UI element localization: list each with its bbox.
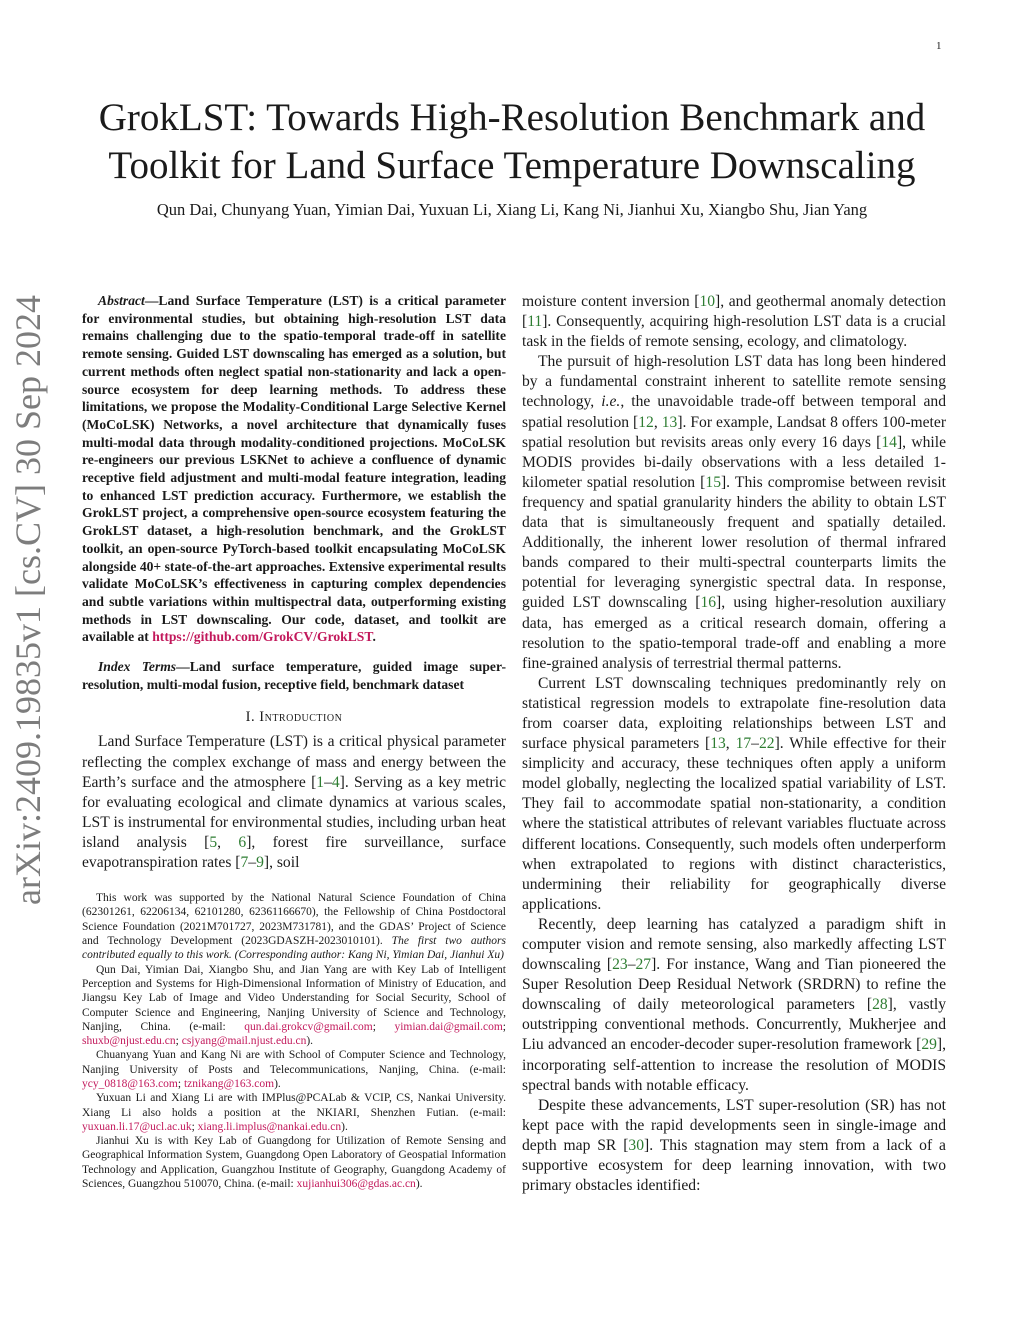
citation[interactable]: 10 bbox=[699, 293, 716, 310]
email-link[interactable]: yimian.dai@gmail.com bbox=[394, 1020, 503, 1033]
abstract-text: —Land Surface Temperature (LST) is a critical parameter for environmental studies, but obtaining high-resolution LST data remains challenging due to the spatio-temporal trade-off in satellite remote sensing. Guided LST downscaling has emerged as a solution, but current methods often neglect spatial non-stationarity and lack a open-source ecosystem for deep learning methods. To address these limitations, we propose the Modality-Conditional Large Selective Kernel (MoCoLSK) Networks, a novel architecture that dynamically fuses multi-modal data through modality-conditioned projections. MoCoLSK re-engineers our previous LSKNet to achieve a confluence of dynamic receptive field adjustment and multi-modal feature integration, leading to enhanced LST prediction accuracy. Furthermore, we establish the GrokLST project, a comprehensive open-source ecosystem featuring the GrokLST dataset, a high-resolution benchmark, and the GrokLST toolkit, an open-source PyTorch-based toolkit encapsulating MoCoLSK alongside 40+ state-of-the-art approaches. Extensive experimental results validate MoCoLSK’s effectiveness in capturing complex dependencies and subtle variations within multispectral data, outperforming existing methods in LST downscaling. Our code, dataset, and toolkit are available at bbox=[82, 293, 506, 645]
citation[interactable]: 11 bbox=[527, 313, 543, 331]
citation[interactable]: 7 bbox=[240, 854, 249, 872]
citation[interactable]: 28 bbox=[872, 996, 888, 1014]
index-terms-label: Index Terms bbox=[98, 659, 177, 675]
citation[interactable]: 1 bbox=[316, 773, 325, 791]
footnote-affiliation-1: Qun Dai, Yimian Dai, Xiangbo Shu, and Jian Yang are with Key Lab of Intelligent Perception and Systems for High-Dimensional Information of Ministry of Education, and Jiangsu Key Lab of Image and Video Understanding for Social Security, School of Computer Science and Engineering, Nanjing University of Science and Technology, Nanjing, China. (e-mail: qun.dai.grokcv@gmail.com; yimian.dai@gmail.com; shuxb@njust.edu.cn; csjyang@mail.njust.edu.cn). bbox=[82, 963, 506, 1048]
footnote-affiliation-3: Yuxuan Li and Xiang Li are with IMPlus@PCALab & VCIP, CS, Nankai University. Xiang Li also holds a position at the NKIARI, Shenzhen Futian. (e-mail: yuxuan.li.17@ucl.ac.uk; xiang.li.implus@nankai.edu.cn). bbox=[82, 1092, 506, 1133]
footnotes bbox=[82, 891, 506, 1191]
footnote-affiliation-2: Chuanyang Yuan and Kang Ni are with School of Computer Science and Technology, Nanjing University of Posts and Telecommunications, Nanjing, China. (e-mail: ycy_0818@163.com; tznikang@163.com). bbox=[82, 1049, 506, 1090]
email-link[interactable]: tznikang@163.com bbox=[183, 1077, 275, 1090]
abstract-label: Abstract bbox=[98, 293, 145, 308]
citation[interactable]: 9 bbox=[256, 854, 264, 872]
intro-left-text bbox=[82, 732, 506, 873]
right-column bbox=[522, 292, 946, 1196]
abstract: Abstract—Land Surface Temperature (LST) is a critical parameter for environmental studies, but obtaining high-resolution LST data remains challenging due to the spatio-temporal trade-off in satellite remote sensing. Guided LST downscaling has emerged as a solution, but current methods often neglect spatial non-stationarity and lack a open-source ecosystem for deep learning methods. To address these limitations, we propose the Modality-Conditional Large Selective Kernel (MoCoLSK) Networks, a novel architecture that dynamically fuses multi-modal data through modality-conditioned projections. MoCoLSK re-engineers our previous LSKNet to achieve a confluence of dynamic receptive field adjustment and multi-modal feature integration, leading to enhanced LST prediction accuracy. Furthermore, we establish the GrokLST project, a comprehensive open-source ecosystem featuring the GrokLST dataset, a high-resolution benchmark, and the GrokLST toolkit, an open-source PyTorch-based toolkit encapsulating MoCoLSK alongside 40+ state-of-the-art approaches. Extensive experimental results validate MoCoLSK’s effectiveness in capturing complex dependencies and subtle variations within multispectral data, outperforming existing methods in LST downscaling. Our code, dataset, and toolkit are available at https://github.com/GrokCV/GrokLST. bbox=[82, 293, 506, 645]
intro-paragraph-2: The pursuit of high-resolution LST data has long been hindered by a fundamental constraint inherent to satellite remote sensing technology, i.e., the unavoidable trade-off between temporal and spatial resolution [12, 13]. For example, Landsat 8 offers 100-meter spatial resolution but revisits areas only every 16 days [14], while MODIS provides bi-daily observations with a less detailed 1-kilometer spatial resolution [15]. This compromise between revisit frequency and spatial granularity hinders the ability to obtain LST data that is simultaneously frequent and spatially detailed. Additionally, the inherent lower resolution of thermal infrared bands compared to their multi-spectral counterparts limits the potential for leveraging synergistic spectral data. In response, guided LST downscaling [16], using higher-resolution auxiliary data, has emerged as a critical research domain, offering a resolution to the spatio-temporal trade-off and enabling a more fine-grained analysis of terrestrial thermal patterns. bbox=[522, 353, 947, 672]
citation[interactable]: 13 bbox=[661, 413, 678, 431]
citation[interactable]: 17 bbox=[735, 735, 752, 753]
section-heading: I. Introduction bbox=[245, 709, 343, 726]
email-link[interactable]: yuxuan.li.17@ucl.ac.uk bbox=[82, 1120, 192, 1133]
footnote-affiliation-4: Jianhui Xu is with Key Lab of Guangdong for Utilization of Remote Sensing and Geographical Information System, Guangdong Open Laboratory of Geospatial Information Technology and Application, Guangzhou Institute of Geography, Guangdong Academy of Sciences, Guangzhou 510070, China. (e-mail: xujianhui306@gdas.ac.cn). bbox=[82, 1135, 506, 1191]
email-link[interactable]: xujianhui306@gdas.ac.cn bbox=[296, 1178, 416, 1191]
intro-paragraph-1-cont: moisture content inversion [10], and geothermal anomaly detection [11]. Consequently, acquiring high-resolution LST data is a crucial task in the fields of remote sensing, ecology, and climatology. bbox=[522, 293, 946, 351]
email-link[interactable]: xiang.li.implus@nankai.edu.cn bbox=[197, 1120, 342, 1133]
citation[interactable]: 12 bbox=[638, 413, 654, 431]
citation[interactable]: 6 bbox=[238, 833, 247, 851]
intro-paragraph-5: Despite these advancements, LST super-resolution (SR) has not kept pace with the rapid developments seen in single-image and depth map SR [30]. This stagnation may stem from a lack of a supportive ecosystem for deep learning innovation, with two primary obstacles identified: bbox=[522, 1096, 946, 1195]
intro-paragraph-1: Land Surface Temperature (LST) is a critical physical parameter reflecting the complex exchange of mass and energy between the Earth’s surface and the atmosphere [1–4]. Serving as a key metric for evaluating ecological and climate dynamics at various scales, LST is instrumental for environmental studies, including urban heat island analysis [5, 6], forest fire surveillance, surface evapotranspiration rates [7–9], soil bbox=[82, 733, 507, 872]
left-column bbox=[82, 292, 506, 1191]
citation[interactable]: 29 bbox=[921, 1036, 937, 1054]
index-terms bbox=[82, 658, 506, 693]
footnote-funding: This work was supported by the National Natural Science Foundation of China (62301261, 62206134, 62101280, 62361166670), the Fellowship of China Postdoctoral Science Foundation (2021M701727, 2023M731781), and the GDAS’ Project of Science and Technology Development (2023GDASZH-2023010101). The first two authors contributed equally to this work. (Corresponding author: Kang Ni, Yimian Dai, Jianhui Xu) bbox=[82, 892, 506, 962]
citation[interactable]: 5 bbox=[209, 833, 218, 851]
email-link[interactable]: csjyang@mail.njust.edu.cn bbox=[181, 1035, 307, 1048]
citation[interactable]: 15 bbox=[705, 473, 721, 491]
page-number: 1 bbox=[936, 40, 942, 52]
citation[interactable]: 13 bbox=[710, 735, 726, 753]
citation[interactable]: 22 bbox=[758, 735, 775, 753]
arxiv-watermark: arXiv:2409.19835v1 [cs.CV] 30 Sep 2024 bbox=[8, 295, 48, 905]
author-list: Qun Dai, Chunyang Yuan, Yimian Dai, Yuxuan Li, Xiang Li, Kang Ni, Jianhui Xu, Xiangbo Shu, Jian Yang bbox=[156, 200, 868, 219]
email-link[interactable]: ycy_0818@163.com bbox=[82, 1077, 178, 1090]
citation[interactable]: 14 bbox=[881, 433, 897, 451]
github-link[interactable]: https://github.com/GrokCV/GrokLST bbox=[152, 629, 373, 645]
intro-paragraph-3: Current LST downscaling techniques predominantly rely on statistical regression models to extrapolate fine-resolution data from coarser data, exploiting relationships between LST and surface physical parameters [13, 17–22]. While effective for their simplicity and accuracy, these techniques often apply a uniform model globally, neglecting the localized spatial variability of LST. They fail to accommodate spatial non-stationarity, a condition where the statistical attributes of relevant variables fluctuate across different locations. Consequently, such models often underperform when extrapolated to regions with distinct characteristics, undermining their reliability for geographically diverse applications. bbox=[522, 674, 946, 913]
citation[interactable]: 30 bbox=[628, 1136, 644, 1154]
paper-title: GrokLST: Towards High-Resolution Benchmark and Toolkit for Land Surface Temperature Downscaling bbox=[98, 96, 926, 187]
email-link[interactable]: qun.dai.grokcv@gmail.com bbox=[244, 1020, 373, 1033]
intro-paragraph-4: Recently, deep learning has catalyzed a paradigm shift in computer vision and remote sensing, also markedly affecting LST downscaling [23–27]. For instance, Wang and Tian pioneered the Super Resolution Deep Residual Network (SRDRN) to refine the downscaling of daily meteorological parameters [28], vastly outstripping conventional methods. Concurrently, Mukherjee and Liu advanced an encoder-decoder super-resolution framework [29], incorporating self-attention to increase the resolution of MODIS spectral bands with notable efficacy. bbox=[522, 915, 946, 1094]
citation[interactable]: 4 bbox=[331, 773, 340, 791]
index-terms-text: —Land surface temperature, guided image super-resolution, multi-modal fusion, receptive field, benchmark dataset bbox=[82, 659, 506, 692]
citation[interactable]: 23 bbox=[612, 956, 628, 974]
citation[interactable]: 27 bbox=[635, 956, 652, 974]
email-link[interactable]: shuxb@njust.edu.cn bbox=[82, 1035, 176, 1048]
citation[interactable]: 16 bbox=[700, 594, 717, 612]
